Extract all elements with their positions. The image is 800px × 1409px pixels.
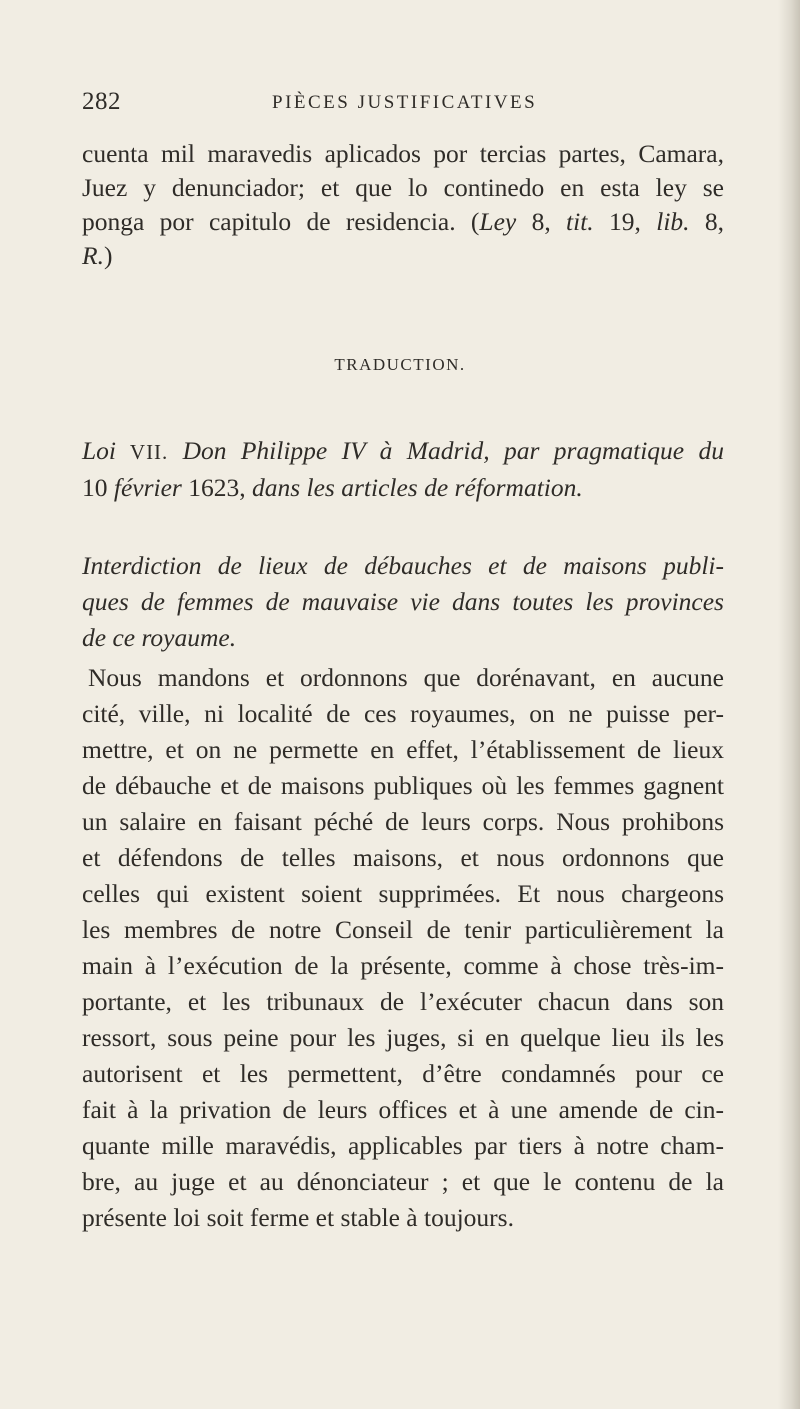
running-head: PIÈCES JUSTIFICATIVES — [272, 92, 538, 113]
subject-line-1: Interdiction de lieux de débauches et de maisons publi- — [82, 551, 724, 580]
spanish-line-3-text-a: ponga por capitulo de residencia. ( — [82, 207, 480, 236]
spanish-line-2: Juez y denunciador; et que lo continedo en esta ley se — [82, 173, 724, 202]
law-date-day: 10 — [82, 473, 114, 502]
body-line-3: mettre, et on ne permette en effet, l’établissement de lieux — [82, 735, 724, 764]
page-edge-shadow — [778, 0, 800, 1409]
body-line-10: portante, et les tribunaux de l’exécuter chacun dans son — [82, 987, 724, 1016]
spanish-line-3 — [82, 205, 724, 239]
body-line-1 — [88, 661, 724, 695]
body-line-13: fait à la privation de leurs offices et à une amende de cin- — [82, 1095, 724, 1124]
body-line-1-text: Nous mandons et ordonnons que dorénavant, en aucune — [88, 663, 724, 692]
body-line-2: cité, ville, ni localité de ces royaumes, on ne puisse per- — [82, 699, 724, 728]
body-line-5: un salaire en faisant péché de leurs corps. Nous prohibons — [82, 807, 724, 836]
spanish-line-4 — [82, 239, 724, 273]
section-heading: TRADUCTION. — [334, 355, 466, 374]
body-line-8: les membres de notre Conseil de tenir particulièrement la — [82, 915, 724, 944]
law-title-line-2-rest: dans les articles de réformation. — [251, 473, 583, 502]
law-title-line-1 — [82, 434, 724, 469]
citation-lib: lib. — [656, 207, 690, 236]
body-line-12: autorisent et les permettent, d’être condamnés pour ce — [82, 1059, 724, 1088]
loi-label: Loi — [82, 436, 117, 465]
spanish-line-3-text-c: 19, — [593, 207, 657, 236]
page-number: 282 — [82, 88, 121, 115]
body-line-15: bre, au juge et au dénonciateur ; et que le contenu de la — [82, 1167, 724, 1196]
body-line-11: ressort, sous peine pour les juges, si en quelque lieu ils les — [82, 1023, 724, 1052]
body-line-6: et défendons de telles maisons, et nous ordonnons que — [82, 843, 724, 872]
spanish-line-4-close: ) — [103, 241, 113, 270]
law-date-month: février — [113, 473, 182, 502]
spanish-line-3-text-b: 8, — [516, 207, 567, 236]
page-header — [82, 88, 722, 124]
spanish-line-1: cuenta mil maravedis aplicados por tercias partes, Camara, — [82, 139, 724, 168]
body-line-16: présente loi soit ferme et stable à toujours. — [82, 1203, 514, 1232]
citation-ley: Ley — [479, 207, 517, 236]
spanish-line-3-text-d: 8, — [689, 207, 724, 236]
law-title-line-1-rest: Don Philippe IV à Madrid, par pragmatique du — [182, 436, 724, 465]
body-line-14: quante mille maravédis, applicables par tiers à notre cham- — [82, 1131, 724, 1160]
body-line-7: celles qui existent soient supprimées. Et nous chargeons — [82, 879, 724, 908]
citation-tit: tit. — [566, 207, 594, 236]
subject-line-2: ques de femmes de mauvaise vie dans toutes les provinces — [82, 587, 724, 616]
loi-number: VII. — [116, 440, 183, 464]
law-title-line-2 — [82, 471, 724, 505]
citation-r: R. — [82, 241, 104, 270]
body-line-4: de débauche et de maisons publiques où les femmes gagnent — [82, 771, 724, 800]
body-line-9: main à l’exécution de la présente, comme à chose très-im- — [82, 951, 724, 980]
law-date-year: 1623, — [181, 473, 252, 502]
subject-line-3: de ce royaume. — [82, 623, 237, 652]
